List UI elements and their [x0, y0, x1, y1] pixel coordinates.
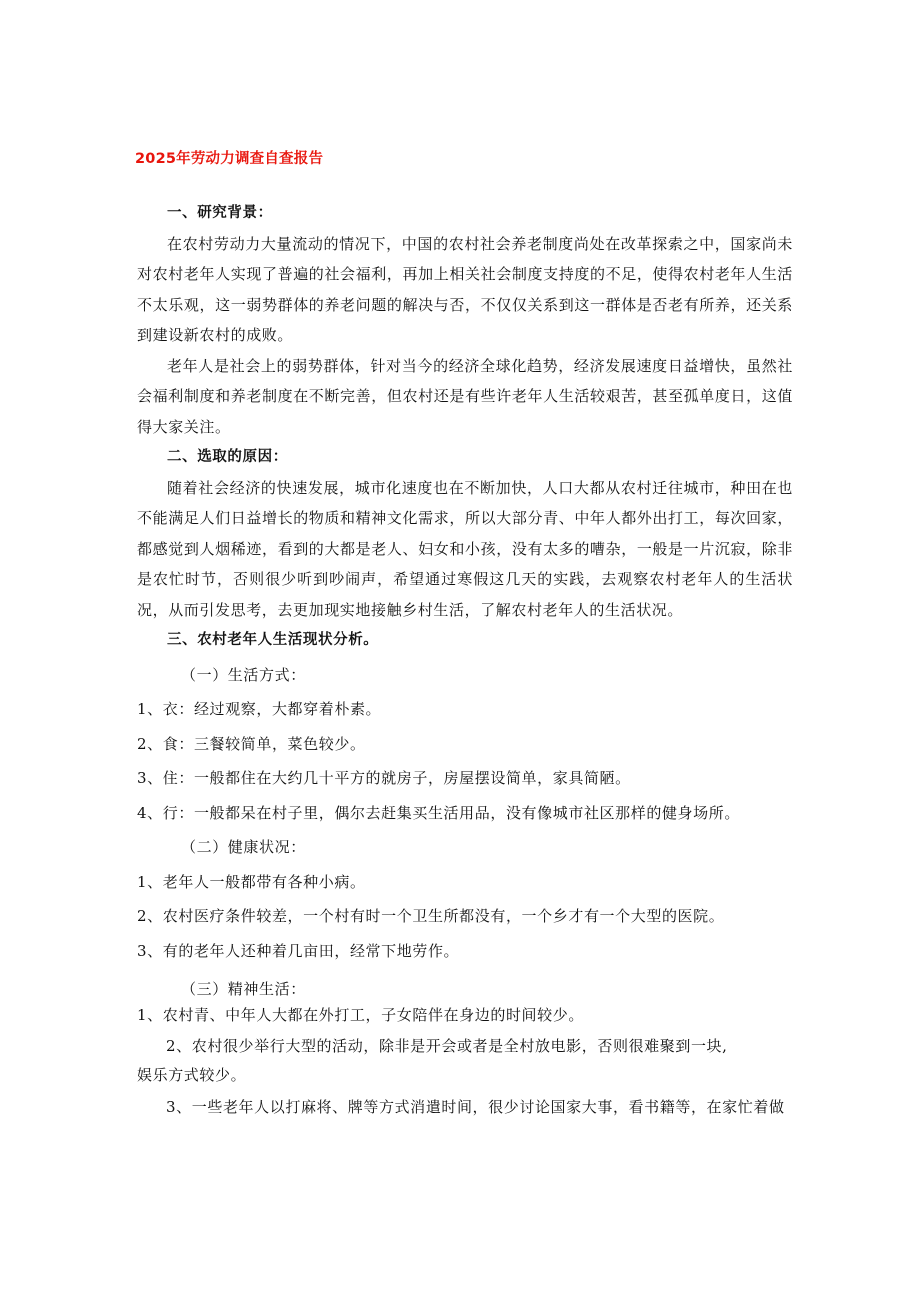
list-item: 3、一些老年人以打麻将、牌等方式消遣时间，很少讨论国家大事，看书籍等，在家忙着做	[166, 1097, 785, 1116]
paragraph: 老年人是社会上的弱势群体，针对当今的经济全球化趋势，经济发展速度日益增快，虽然社会福利制度和养老制度在不断完善，但农村还是有些许老年人生活较艰苦，甚至孤单度日，这值得大家关注。	[137, 356, 793, 436]
subsection-heading-spiritual-life: （三）精神生活：	[181, 980, 306, 998]
paragraph: 在农村劳动力大量流动的情况下，中国的农村社会养老制度尚处在改革探索之中，国家尚未对农村老年人实现了普遍的社会福利，再加上相关社会制度支持度的不足，使得农村老年人生活不太乐观，这一弱势群体的养老问题的解决与否，不仅仅关系到这一群体是否老有所养，还关系到建设新农村的成败。	[137, 234, 793, 344]
list-item: 2、食：三餐较简单，菜色较少。	[137, 734, 366, 753]
list-item: 2、农村医疗条件较差，一个村有时一个卫生所都没有，一个乡才有一个大型的医院。	[137, 907, 725, 925]
section-heading-research-background: 一、研究背景：	[167, 205, 273, 221]
list-item: 3、住：一般都住在大约几十平方的就房子，房屋摆设简单，家具简陋。	[137, 769, 631, 787]
list-item: 4、行：一般都呆在村子里，偶尔去赶集买生活用品，没有像城市社区那样的健身场所。	[137, 803, 740, 822]
subsection-heading-lifestyle: （一）生活方式：	[181, 665, 306, 684]
document-title: 2025年劳动力调查自查报告	[135, 151, 324, 167]
list-item: 1、农村青、中年人大都在外打工，子女陪伴在身边的时间较少。	[137, 1006, 584, 1024]
list-item-continuation: 娱乐方式较少。	[137, 1065, 247, 1084]
list-item: 1、衣：经过观察，大都穿着朴素。	[137, 700, 382, 718]
list-item: 2、农村很少举行大型的活动，除非是开会或者是全村放电影，否则很难聚到一块,	[166, 1037, 728, 1055]
subsection-heading-health: （二）健康状况：	[181, 838, 306, 856]
section-heading-reasons: 二、选取的原因：	[167, 449, 288, 465]
list-item: 3、有的老年人还种着几亩田，经常下地劳作。	[137, 941, 460, 960]
section-heading-status-analysis: 三、农村老年人生活现状分析。	[167, 632, 379, 648]
list-item: 1、老年人一般都带有各种小病。	[137, 872, 366, 891]
document-body	[137, 198, 793, 1122]
paragraph: 随着社会经济的快速发展，城市化速度也在不断加快，人口大都从农村迁往城市，种田在也不能满足人们日益增长的物质和精神文化需求，所以大部分青、中年人都外出打工，每次回家，都感觉到人烟稀迹，看到的大都是老人、妇女和小孩，没有太多的嘈杂，一般是一片沉寂，除非是农忙时节，否则很少听到吵闹声，希望通过寒假这几天的实践，去观察农村老年人的生活状况，从而引发思考，去更加现实地接触乡村生活，了解农村老年人的生活状况。	[137, 478, 793, 619]
